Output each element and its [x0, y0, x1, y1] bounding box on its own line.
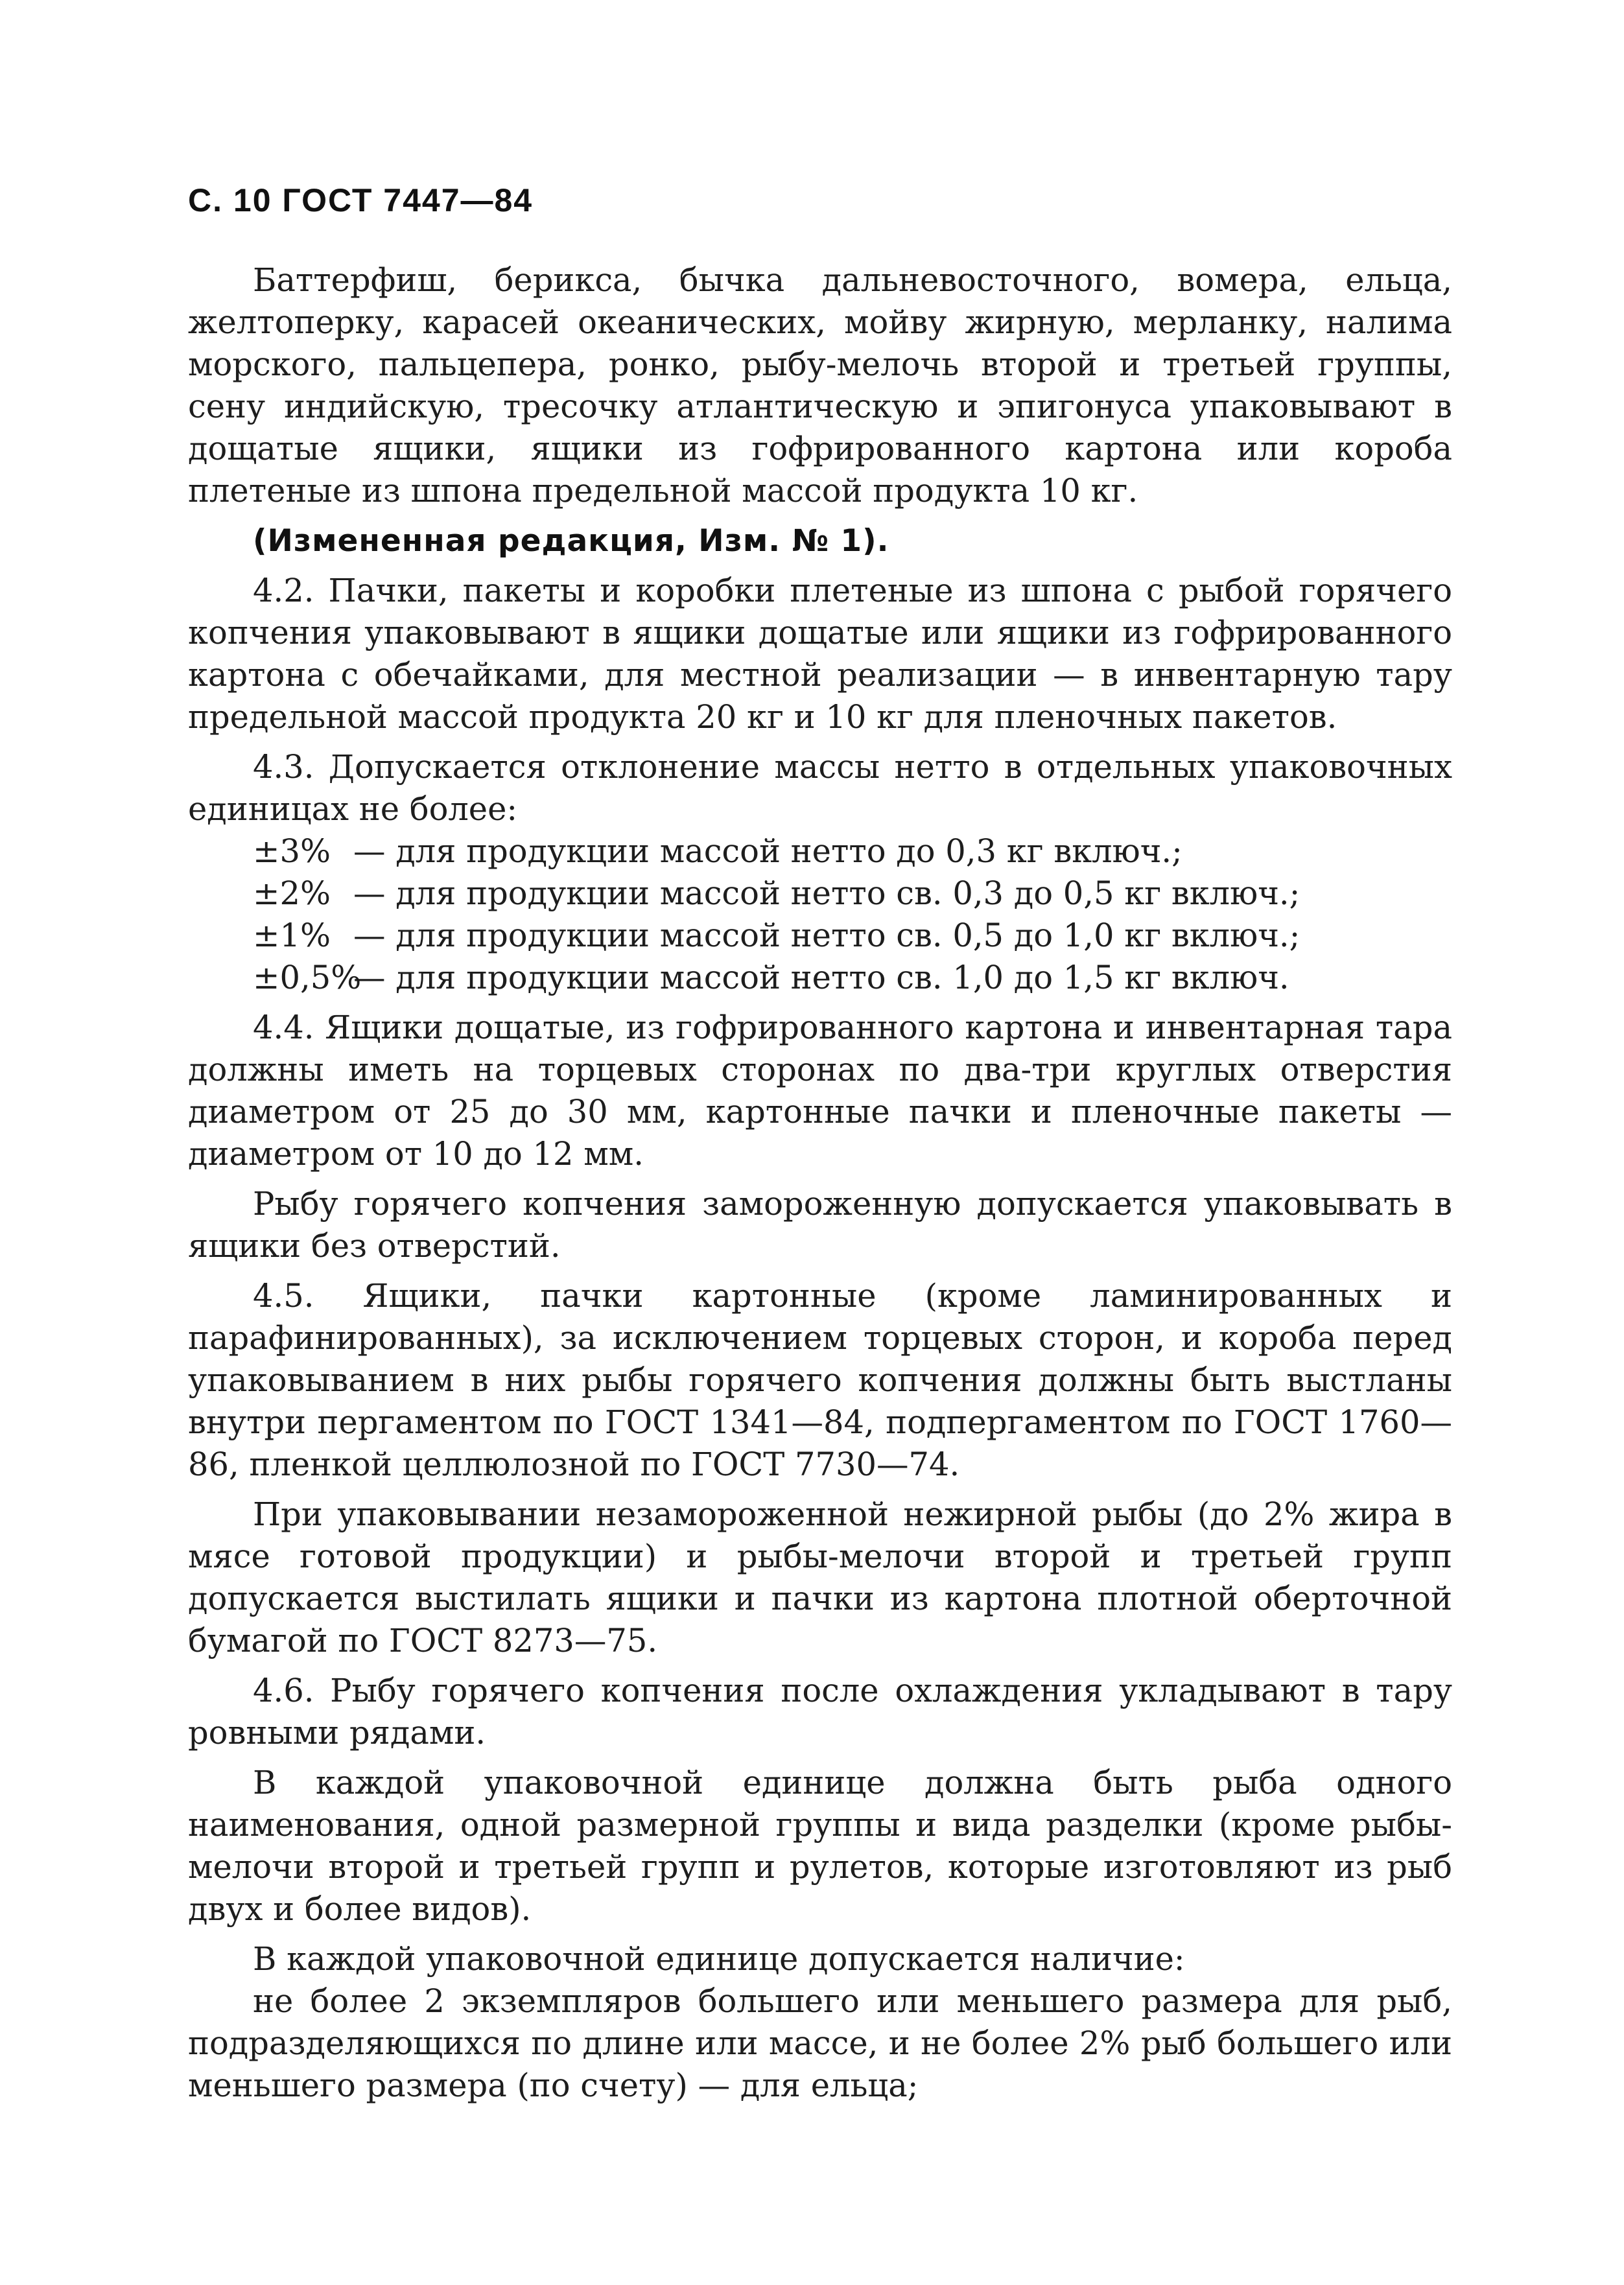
- tolerance-text: — для продукции массой нетто до 0,3 кг включ.;: [353, 832, 1183, 870]
- tolerance-text: — для продукции массой нетто св. 1,0 до 1,5 кг включ.: [353, 959, 1289, 996]
- paragraph-4-5: 4.5. Ящики, пачки картонные (кроме ламинированных и парафинированных), за исключением торцевых сторон, и короба перед упаковыванием в них рыбы горячего копчения должны быть выстланы внутри пергаментом по ГОСТ 1341—84, подпергаментом по ГОСТ 1760—86, пленкой целлюлозной по ГОСТ 7730—74.: [188, 1277, 1452, 1483]
- paragraph-4-4-continued: Рыбу горячего копчения замороженную допускается упаковывать в ящики без отверстий.: [188, 1185, 1452, 1265]
- tolerance-row: [253, 873, 1452, 915]
- paragraph-4-6-allowance: В каждой упаковочной единице допускается наличие:: [253, 1940, 1185, 1978]
- document-body: [188, 259, 1452, 2107]
- paragraph-4-3: 4.3. Допускается отклонение массы нетто в отдельных упаковочных единицах не более:: [188, 748, 1452, 828]
- tolerance-value: ±2%: [253, 874, 331, 912]
- page-header: С. 10 ГОСТ 7447—84: [188, 182, 534, 218]
- tolerance-row: [253, 915, 1452, 957]
- paragraph-4-6-continued: В каждой упаковочной единице должна быть рыба одного наименования, одной размерной группы и вида разделки (кроме рыбы-мелочи второй и третьей групп и рулетов, которые изготовляют из рыб двух и более видов).: [188, 1764, 1452, 1928]
- tolerance-row: [253, 957, 1452, 999]
- tolerance-text: — для продукции массой нетто св. 0,5 до 1,0 кг включ.;: [353, 917, 1300, 954]
- paragraph-4-4: 4.4. Ящики дощатые, из гофрированного картона и инвентарная тара должны иметь на торцевых сторонах по два-три круглых отверстия диаметром от 25 до 30 мм, картонные пачки и пленочные пакеты — диаметром от 10 до 12 мм.: [188, 1009, 1452, 1173]
- tolerance-value: ±0,5%: [253, 959, 362, 996]
- tolerance-row: [253, 830, 1452, 873]
- paragraph-4-6: 4.6. Рыбу горячего копчения после охлаждения укладывают в тару ровными рядами.: [188, 1672, 1452, 1752]
- amendment-note: (Измененная редакция, Изм. № 1).: [253, 523, 889, 559]
- tolerance-value: ±3%: [253, 832, 331, 870]
- tolerance-list: [253, 830, 1452, 999]
- paragraph-4-6-allowance-detail: не более 2 экземпляров большего или меньшего размера для рыб, подразделяющихся по длине или массе, и не более 2% рыб большего или меньшего размера (по счету) — для ельца;: [188, 1982, 1452, 2104]
- tolerance-value: ±1%: [253, 917, 331, 954]
- paragraph-4-2: 4.2. Пачки, пакеты и коробки плетеные из шпона с рыбой горячего копчения упаковывают в ящики дощатые или ящики из гофрированного картона с обечайками, для местной реализации — в инвентарную тару предельной массой продукта 20 кг и 10 кг для пленочных пакетов.: [188, 572, 1452, 736]
- paragraph-4-5-continued: При упаковывании незамороженной нежирной рыбы (до 2% жира в мясе готовой продукции) и рыбы-мелочи второй и третьей групп допускается выстилать ящики и пачки из картона плотной оберточной бумагой по ГОСТ 8273—75.: [188, 1495, 1452, 1659]
- tolerance-text: — для продукции массой нетто св. 0,3 до 0,5 кг включ.;: [353, 874, 1300, 912]
- paragraph-packing-species: Баттерфиш, берикса, бычка дальневосточного, вомера, ельца, желтоперку, карасей океанических, мойву жирную, мерланку, налима морского, пальцепера, ронко, рыбу-мелочь второй и третьей группы, сену индийскую, тресочку атлантическую и эпигонуса упаковывают в дощатые ящики, ящики из гофрированного картона или короба плетеные из шпона предельной массой продукта 10 кг.: [188, 261, 1452, 510]
